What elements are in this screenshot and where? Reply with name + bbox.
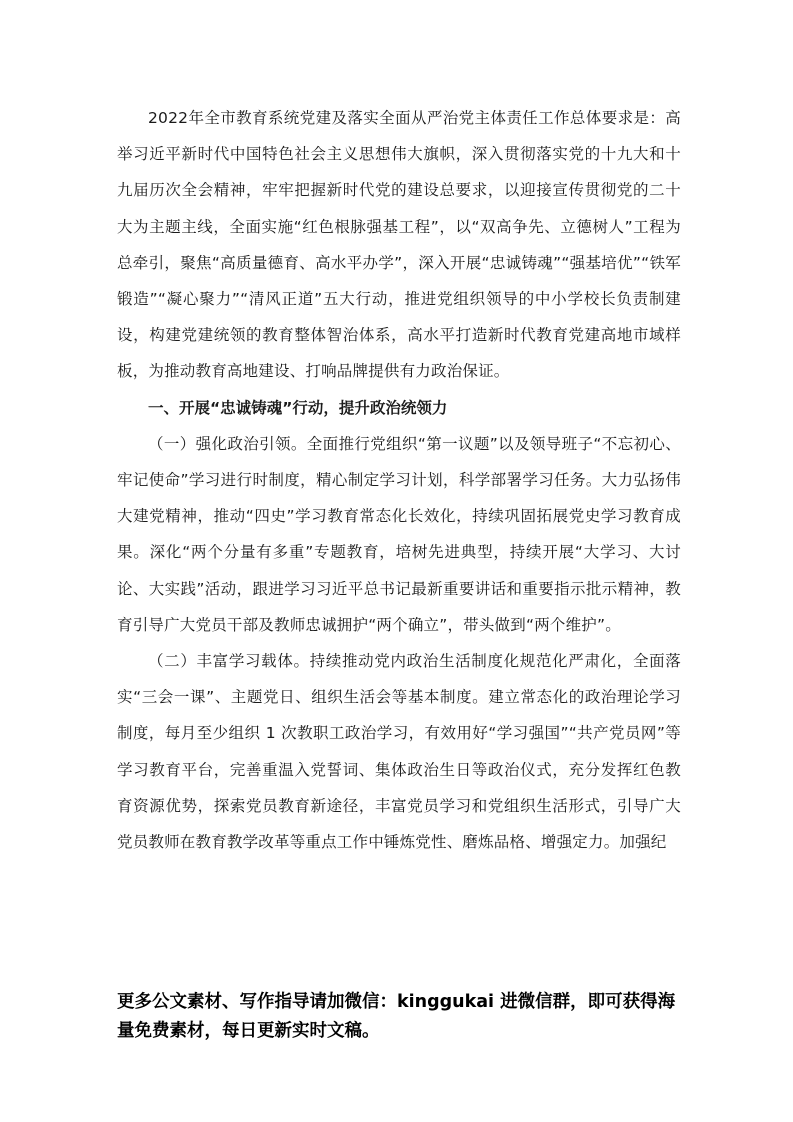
- section-heading: 一、开展“忠诚铸魂”行动，提升政治统领力: [148, 398, 448, 417]
- paragraph-political-guidance: （一）强化政治引领。全面推行党组织“第一议题”以及领导班子“不忘初心、牢记使命”学习进行时制度，精心制定学习计划，科学部署学习任务。大力弘扬伟大建党精神，推动“四史”学习教育常态化长效化，持续巩固拓展党史学习教育成果。深化“两个分量有多重”专题教育，培树先进典型，持续开展“大学习、大讨论、大实践”活动，跟进学习习近平总书记最新重要讲话和重要指示批示精神，教育引导广大党员干部及教师忠诚拥护“两个确立”，带头做到“两个维护”。: [117, 434, 681, 634]
- paragraph-learning-carriers: （二）丰富学习载体。持续推动党内政治生活制度化规范化严肃化，全面落实“三会一课”、主题党日、组织生活会等基本制度。建立常态化的政治理论学习制度，每月至少组织 1 次教职工政治学习，有效用好“学习强国”“共产党员网”等学习教育平台，完善重温入党誓词、集体政治生日等政治仪式，充分发挥红色教育资源优势，探索党员教育新途径，丰富党员学习和党组织生活形式，引导广大党员教师在教育教学改革等重点工作中锤炼党性、磨炼品格、增强定力。加强纪: [117, 652, 681, 852]
- intro-paragraph: 2022年全市教育系统党建及落实全面从严治党主体责任工作总体要求是：高举习近平新时代中国特色社会主义思想伟大旗帜，深入贯彻落实党的十九大和十九届历次全会精神，牢牢把握新时代党的建设总要求，以迎接宣传贯彻党的二十大为主题主线，全面实施“红色根脉强基工程”，以“双高争先、立德树人”工程为总牵引，聚焦“高质量德育、高水平办学”，深入开展“忠诚铸魂”“强基培优”“铁军锻造”“凝心聚力”“清风正道”五大行动，推进党组织领导的中小学校长负责制建设，构建党建统领的教育整体智治体系，高水平打造新时代教育党建高地市域样板，为推动教育高地建设、打响品牌提供有力政治保证。: [117, 109, 681, 381]
- footer-promo-note: 更多公文素材、写作指导请加微信：kinggukai 进微信群，即可获得海量免费素材，每日更新实时文稿。: [117, 992, 676, 1041]
- document-body: [117, 100, 681, 860]
